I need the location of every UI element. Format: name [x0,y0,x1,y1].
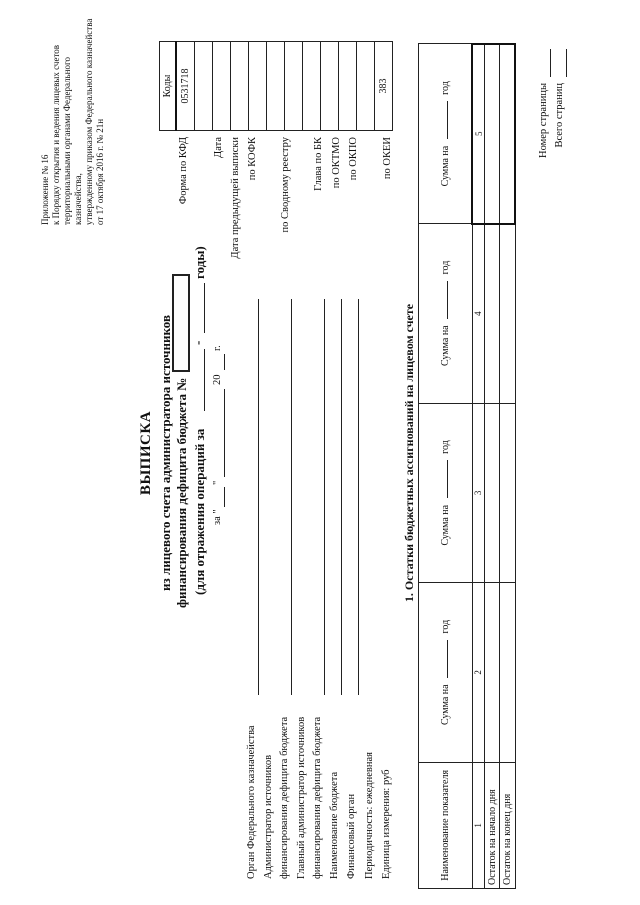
date-day-line[interactable] [224,487,225,507]
admin-label: Администратор источников [263,754,274,879]
okpo-label: по ОКПО [348,136,359,180]
col-header-prefix: Сумма на [439,324,451,366]
period-from-line[interactable] [204,349,205,411]
admin-label-cont: финансирования дефицита бюджета [279,716,290,879]
col-header-year-blank [447,639,448,677]
col-header-indicator: Наименование показателя [419,762,473,888]
row-label-start: Остаток на начало дня [485,762,500,888]
chief-admin-label: Главный администратор источников [296,716,307,879]
page-title: ВЫПИСКА [138,410,154,495]
admin-line[interactable] [291,299,292,695]
period-to-line[interactable] [204,283,205,333]
kofk-org-label: Орган Федерального казначейства [246,724,257,879]
unit-label: Единица измерения: руб [381,768,392,879]
date-label: Дата [213,136,224,158]
col-header-prefix: Сумма на [439,683,451,725]
col-header-suffix: год [439,619,451,633]
date-month-line[interactable] [224,389,225,477]
prev-date-code[interactable] [213,41,231,130]
col-number: 5 [472,44,485,224]
col-number: 2 [472,582,485,762]
appendix-line: Приложение № 16 [40,154,50,225]
cell-start-3[interactable] [485,223,500,403]
page-number-label: Номер страницы [538,82,549,158]
oktmo-code[interactable] [321,41,339,130]
okei-label: по ОКЕИ [382,136,393,179]
budget-name-line[interactable] [341,299,342,695]
date-g-label: г. [212,344,223,351]
codes-header: Коды [160,41,177,130]
date-20-label: 20 [212,374,223,385]
cell-start-2[interactable] [485,403,500,583]
col-number: 1 [472,762,485,888]
fin-org-label: Финансовый орган [346,793,357,879]
budget-name-label: Наименование бюджета [329,771,340,879]
codes-table [159,41,393,131]
chief-admin-line[interactable] [324,299,325,695]
appendix-line: утвержденному приказом Федерального казначейства [84,18,94,225]
cell-end-1[interactable] [500,582,516,762]
appendix-line: к Порядку открытия и ведения лицевых счетов [51,44,61,225]
okud-code[interactable]: 0531718 [176,41,195,130]
col-header-suffix: год [439,80,451,95]
kofk-label: по КОФК [247,136,258,180]
blank-code[interactable] [285,41,303,130]
col-header-sum-4 [419,44,473,224]
title-line: (для отражения операций за [192,428,207,595]
date-year-line[interactable] [224,354,225,370]
oktmo-label: по ОКТМО [331,136,342,188]
appendix-note [40,15,106,225]
col-header-sum-1 [419,582,473,762]
chief-admin-label-cont: финансирования дефицита бюджета [312,716,323,879]
cell-end-3[interactable] [500,223,516,403]
cell-start-4[interactable] [485,44,500,224]
kofk-code[interactable] [231,41,249,130]
total-pages-label: Всего страниц [554,82,565,148]
row-label-end: Остаток на конец дня [500,762,516,888]
col-header-year-blank [447,280,448,318]
date-za-label: за " [212,508,223,525]
total-pages-line[interactable] [566,49,567,77]
statement-page [20,13,620,893]
date-code[interactable] [195,41,213,130]
col-header-sum-2 [419,403,473,583]
fin-org-line[interactable] [358,299,359,695]
periodicity-label: Периодичность: ежедневная [364,751,375,879]
blank-code[interactable] [249,41,267,130]
col-header-suffix: год [439,439,451,454]
appendix-line: территориальными органами Федерального казначейства, [62,56,83,225]
glava-label: Глава по БК [313,136,324,191]
col-header-suffix: год [439,260,451,274]
col-number: 4 [472,223,485,403]
col-header-sum-3 [419,223,473,403]
balances-table [418,43,516,889]
svod-label: по Сводному реестру [280,136,291,232]
col-number: 3 [472,403,485,583]
appendix-line: от 17 октября 2016 г. № 21н [95,118,105,225]
col-header-prefix: Сумма на [439,145,451,186]
glava-code[interactable] [303,41,321,130]
prev-date-label: Дата предыдущей выписки [230,136,241,259]
cell-start-1[interactable] [485,582,500,762]
cell-end-2[interactable] [500,403,516,583]
kofk-org-line[interactable] [258,299,259,695]
dash-separator: - [190,340,205,345]
title-line: из лицевого счета администратора источников [158,314,173,591]
title-line: годы) [192,245,207,279]
form-label: Форма по КФД [178,136,189,204]
page-number-line[interactable] [550,49,551,77]
svod-code[interactable] [267,41,285,130]
col-header-year-blank [447,101,448,139]
col-header-prefix: Сумма на [439,504,451,546]
col-header-year-blank [447,460,448,498]
date-quote: " [212,480,223,485]
cell-end-4[interactable] [500,44,516,224]
title-line: финансирования дефицита бюджета № [174,377,189,608]
okpo-code[interactable] [339,41,357,130]
okei-code[interactable]: 383 [375,41,393,130]
blank-code[interactable] [357,41,375,130]
section-title: 1. Остатки бюджетных ассигнований на лицевом счете [402,303,416,602]
